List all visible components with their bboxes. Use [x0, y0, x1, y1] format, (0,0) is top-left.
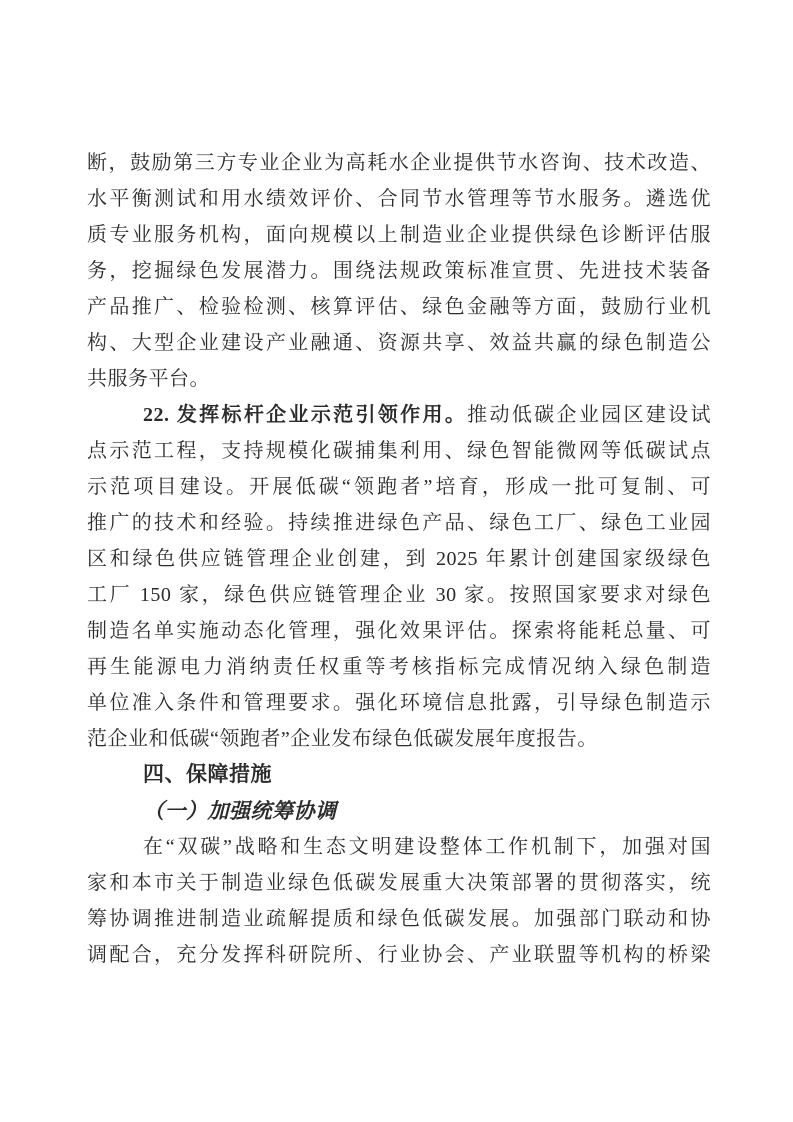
text-line: 共服务平台。 [87, 368, 210, 390]
text-line: 工厂 150 家，绿色供应链管理企业 30 家。按照国家要求对绿色 [87, 584, 711, 606]
text-line: 构、大型企业建设产业融通、资源共享、效益共赢的绿色制造公 [87, 332, 711, 354]
text-line: 调配合，充分发挥科研院所、行业协会、产业联盟等机构的桥梁 [87, 944, 711, 966]
text-line: 再生能源电力消纳责任权重等考核指标完成情况纳入绿色制造 [87, 656, 711, 678]
text-line: 示范项目建设。开展低碳“领跑者”培育，形成一批可复制、可 [87, 476, 711, 498]
text-line: 单位准入条件和管理要求。强化环境信息批露，引导绿色制造示 [87, 692, 711, 714]
text-line: 务，挖掘绿色发展潜力。围绕法规政策标准宣贯、先进技术装备 [87, 260, 711, 282]
text-line: 筹协调推进制造业疏解提质和绿色低碳发展。加强部门联动和协 [87, 908, 711, 930]
paragraph-bold-lead: 22. 发挥标杆企业示范引领作用。 [143, 404, 468, 426]
text-line: 质专业服务机构，面向规模以上制造业企业提供绿色诊断评估服 [87, 224, 711, 246]
text-line: （一）加强统筹协调 [143, 799, 337, 823]
paragraph [87, 397, 711, 757]
text-line: 水平衡测试和用水绩效评价、合同节水管理等节水服务。遴选优 [87, 188, 711, 210]
paragraph [87, 829, 711, 973]
text-line: 产品推广、检验检测、核算评估、绿色金融等方面，鼓励行业机 [87, 296, 711, 318]
heading2 [87, 793, 711, 829]
text-line: 四、保障措施 [143, 763, 272, 786]
text-line: 制造名单实施动态化管理，强化效果评估。探索将能耗总量、可 [87, 620, 711, 642]
text-line: 范企业和低碳“领跑者”企业发布绿色低碳发展年度报告。 [87, 728, 598, 750]
text-line: 断，鼓励第三方专业企业为高耗水企业提供节水咨询、技术改造、 [87, 152, 711, 174]
document-body [87, 145, 711, 973]
text-line: 22. 发挥标杆企业示范引领作用。推动低碳企业园区建设试 [143, 404, 711, 426]
heading1 [87, 757, 711, 793]
text-line: 推广的技术和经验。持续推进绿色产品、绿色工厂、绿色工业园 [87, 512, 711, 534]
text-line: 点示范工程，支持规模化碳捕集利用、绿色智能微网等低碳试点 [87, 440, 711, 462]
paragraph [87, 145, 711, 397]
text-line: 在“双碳”战略和生态文明建设整体工作机制下，加强对国 [143, 836, 711, 858]
text-line: 区和绿色供应链管理企业创建，到 2025 年累计创建国家级绿色 [87, 548, 711, 570]
text-line: 家和本市关于制造业绿色低碳发展重大决策部署的贯彻落实，统 [87, 872, 711, 894]
